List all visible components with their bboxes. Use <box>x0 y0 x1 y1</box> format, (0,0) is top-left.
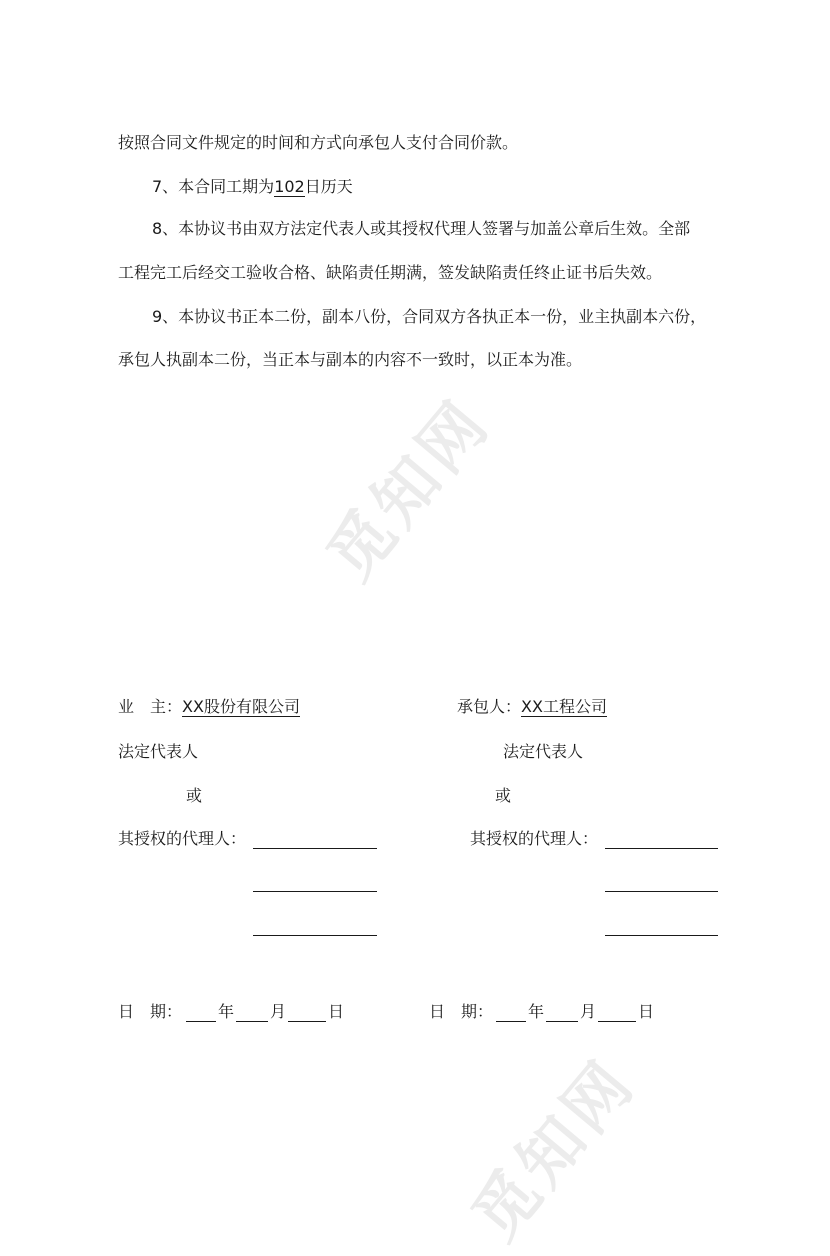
contractor-label: 承包人： <box>457 697 522 716</box>
watermark: 觅知网 <box>313 385 506 595</box>
owner-date-year: 年 <box>218 1002 235 1021</box>
construction-period-days: 102 <box>274 177 305 196</box>
owner-date-month-blank[interactable] <box>236 1021 268 1022</box>
owner-date-label: 日 期： <box>118 1002 183 1021</box>
owner-or: 或 <box>186 786 203 805</box>
contractor-date-month: 月 <box>580 1002 597 1021</box>
contractor-name: XX工程公司 <box>521 697 607 716</box>
contractor-date-label: 日 期： <box>429 1002 494 1021</box>
owner-signature-blank-1[interactable] <box>253 848 377 849</box>
contract-text-line-1: 按照合同文件规定的时间和方式向承包人支付合同价款。 <box>118 133 519 152</box>
owner-name: XX股份有限公司 <box>182 697 300 716</box>
contractor-or: 或 <box>495 786 512 805</box>
clause-7 <box>152 177 353 197</box>
contractor-agent-label: 其授权的代理人： <box>470 829 599 848</box>
contractor-date-day: 日 <box>638 1002 655 1021</box>
owner-date-day: 日 <box>328 1002 345 1021</box>
clause-9-line-2: 承包人执副本二份，当正本与副本的内容不一致时，以正本为准。 <box>118 350 583 369</box>
owner-label: 业 主： <box>118 697 183 716</box>
clause-7-prefix: 7、本合同工期为 <box>152 177 275 196</box>
owner-date-year-blank[interactable] <box>186 1021 216 1022</box>
clause-9-line-1: 9、本协议书正本二份，副本八份，合同双方各执正本一份，业主执副本六份， <box>152 307 707 326</box>
contractor-signature-blank-3[interactable] <box>605 935 718 936</box>
contractor-date-month-blank[interactable] <box>546 1021 578 1022</box>
clause-8-line-1: 8、本协议书由双方法定代表人或其授权代理人签署与加盖公章后生效。全部 <box>152 219 691 238</box>
contractor-legal-rep: 法定代表人 <box>503 742 584 761</box>
contractor-signature-blank-2[interactable] <box>605 891 718 892</box>
owner-signature-blank-3[interactable] <box>253 935 377 936</box>
contractor-date-year-blank[interactable] <box>496 1021 526 1022</box>
owner-line <box>118 697 300 717</box>
clause-7-suffix: 日历天 <box>304 177 353 196</box>
owner-date-month: 月 <box>270 1002 287 1021</box>
contractor-signature-blank-1[interactable] <box>605 848 718 849</box>
contractor-date-year: 年 <box>528 1002 545 1021</box>
watermark-bottom: 觅知网 <box>458 1045 651 1255</box>
owner-date-day-blank[interactable] <box>288 1021 326 1022</box>
owner-legal-rep: 法定代表人 <box>118 742 199 761</box>
contractor-date-day-blank[interactable] <box>598 1021 636 1022</box>
contractor-line <box>457 697 607 717</box>
owner-agent-label: 其授权的代理人： <box>118 829 247 848</box>
owner-signature-blank-2[interactable] <box>253 891 377 892</box>
clause-8-line-2: 工程完工后经交工验收合格、缺陷责任期满，签发缺陷责任终止证书后失效。 <box>118 263 663 282</box>
